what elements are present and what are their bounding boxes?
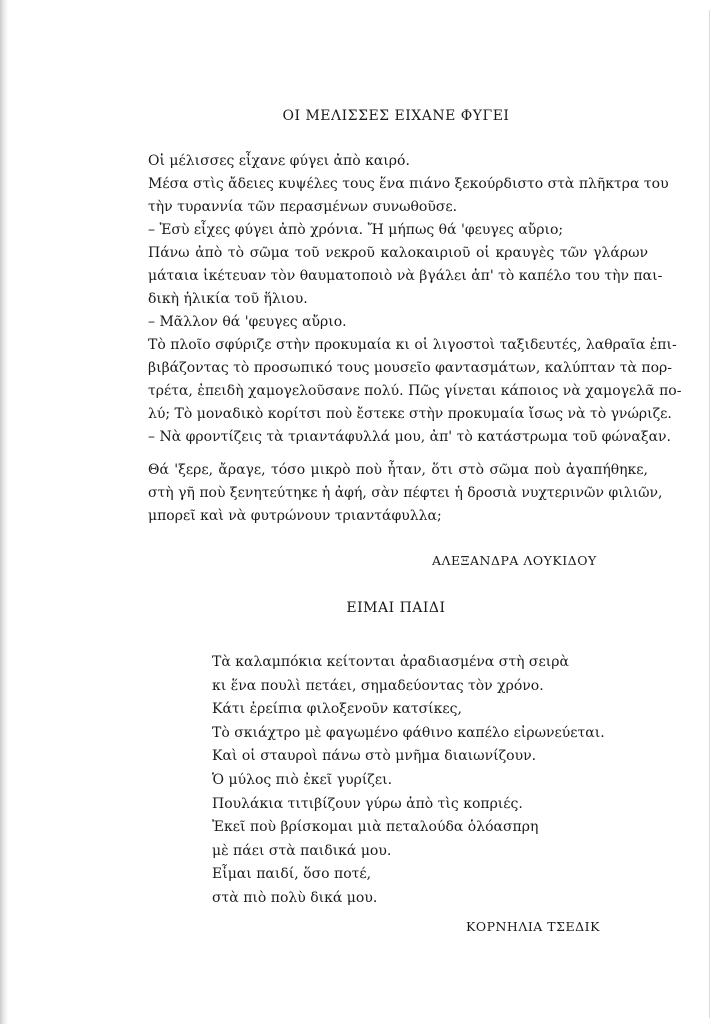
text-line: Τὸ σκιάχτρο μὲ φαγωμένο φάθινο καπέλο εἰρωνεύεται. [212, 724, 605, 741]
text-line: λύ; Τὸ μοναδικὸ κορίτσι ποὺ ἔστεκε στὴν προκυμαία ἴσως νὰ τὸ γνώριζε. [148, 406, 672, 422]
text-line: δικὴ ἡλικία τοῦ ἥλιου. [148, 291, 308, 307]
page-binding-edge [0, 0, 8, 1024]
text-line: τὴν τυραννία τῶν περασμένων συνωθοῦσε. [148, 199, 458, 215]
text-line: μάταια ἱκέτευαν τὸν θαυματοποιὸ νὰ βγάλει ἀπ' τὸ καπέλο του τὴν παι- [148, 268, 663, 284]
text-line: στὰ πιὸ πολὺ δικά μου. [212, 889, 378, 906]
text-line: Ἐκεῖ ποὺ βρίσκομαι μιὰ πεταλούδα ὁλόασπρη [212, 819, 539, 836]
poem2-author: ΚΟΡΝΗΛΙΑ ΤΣΕΔΙΚ [466, 919, 600, 934]
text-line: Κάτι ἐρείπια φιλοξενοῦν κατσίκες, [212, 701, 462, 718]
text-line: Θά 'ξερε, ἄραγε, τόσο μικρὸ ποὺ ἦταν, ὅτι στὸ σῶμα ποὺ ἀγαπήθηκε, [148, 462, 648, 478]
text-line: Οἱ μέλισσες εἶχανε φύγει ἀπὸ καιρό. [148, 153, 410, 169]
text-line: μὲ πάει στὰ παιδικά μου. [212, 842, 392, 859]
poem1-title: ΟΙ ΜΕΛΙΣΣΕΣ ΕΙΧΑΝΕ ΦΥΓΕΙ [282, 108, 510, 124]
text-line: Μέσα στὶς ἄδειες κυψέλες τους ἕνα πιάνο ξεκούρδιστο στὰ πλῆκτρα του [148, 176, 669, 192]
text-line: Πουλάκια τιτιβίζουν γύρω ἀπὸ τὶς κοπριές. [212, 795, 523, 812]
poem1-paragraph-1 [148, 150, 682, 449]
text-line: – Νὰ φροντίζεις τὰ τριαντάφυλλά μου, ἀπ' τὸ κατάστρωμα τοῦ φώναξαν. [148, 429, 671, 445]
poem2-verses [212, 651, 652, 911]
text-line: – Ἐσὺ εἶχες φύγει ἀπὸ χρόνια. Ἤ μήπως θά 'φευγες αὔριο; [148, 222, 564, 238]
text-line: Τὸ πλοῖο σφύριζε στὴν προκυμαία κι οἱ λιγοστοὶ ταξιδευτές, λαθραῖα ἐπι- [148, 337, 677, 353]
poem1-author: ΑΛΕΞΑΝΔΡΑ ΛΟΥΚΙΔΟΥ [432, 553, 597, 568]
text-line: Πάνω ἀπὸ τὸ σῶμα τοῦ νεκροῦ καλοκαιριοῦ οἱ κραυγὲς τῶν γλάρων [148, 245, 648, 261]
text-line: μπορεῖ καὶ νὰ φυτρώνουν τριαντάφυλλα; [148, 508, 442, 524]
text-line: Καὶ οἱ σταυροὶ πάνω στὸ μνῆμα διαιωνίζουν. [212, 748, 537, 765]
text-line: βιβάζοντας τὸ προσωπικό τους μουσεῖο φαντασμάτων, καλύπταν τὰ πορ- [148, 360, 672, 376]
page-right-edge [709, 10, 710, 1018]
text-line: κι ἕνα πουλὶ πετάει, σημαδεύοντας τὸν χρόνο. [212, 677, 544, 694]
text-line: τρέτα, ἐπειδὴ χαμογελοῦσανε πολύ. Πῶς γίνεται κάποιος νὰ χαμογελᾶ πο- [148, 383, 682, 399]
text-line: στὴ γῆ ποὺ ξενητεύτηκε ἡ ἀφή, σὰν πέφτει ἡ δροσιὰ νυχτερινῶν φιλιῶν, [148, 485, 663, 501]
text-line: Ὁ μύλος πιὸ ἐκεῖ γυρίζει. [212, 771, 393, 788]
poem2-title: ΕΙΜΑΙ ΠΑΙΔΙ [346, 600, 446, 616]
text-line: Εἶμαι παιδί, ὅσο ποτέ, [212, 866, 372, 883]
text-line: – Μᾶλλον θά 'φευγες αὔριο. [148, 314, 347, 330]
text-line: Τὰ καλαμπόκια κείτονται ἀραδιασμένα στὴ σειρὰ [212, 654, 569, 670]
poem1-paragraph-2 [148, 459, 663, 528]
